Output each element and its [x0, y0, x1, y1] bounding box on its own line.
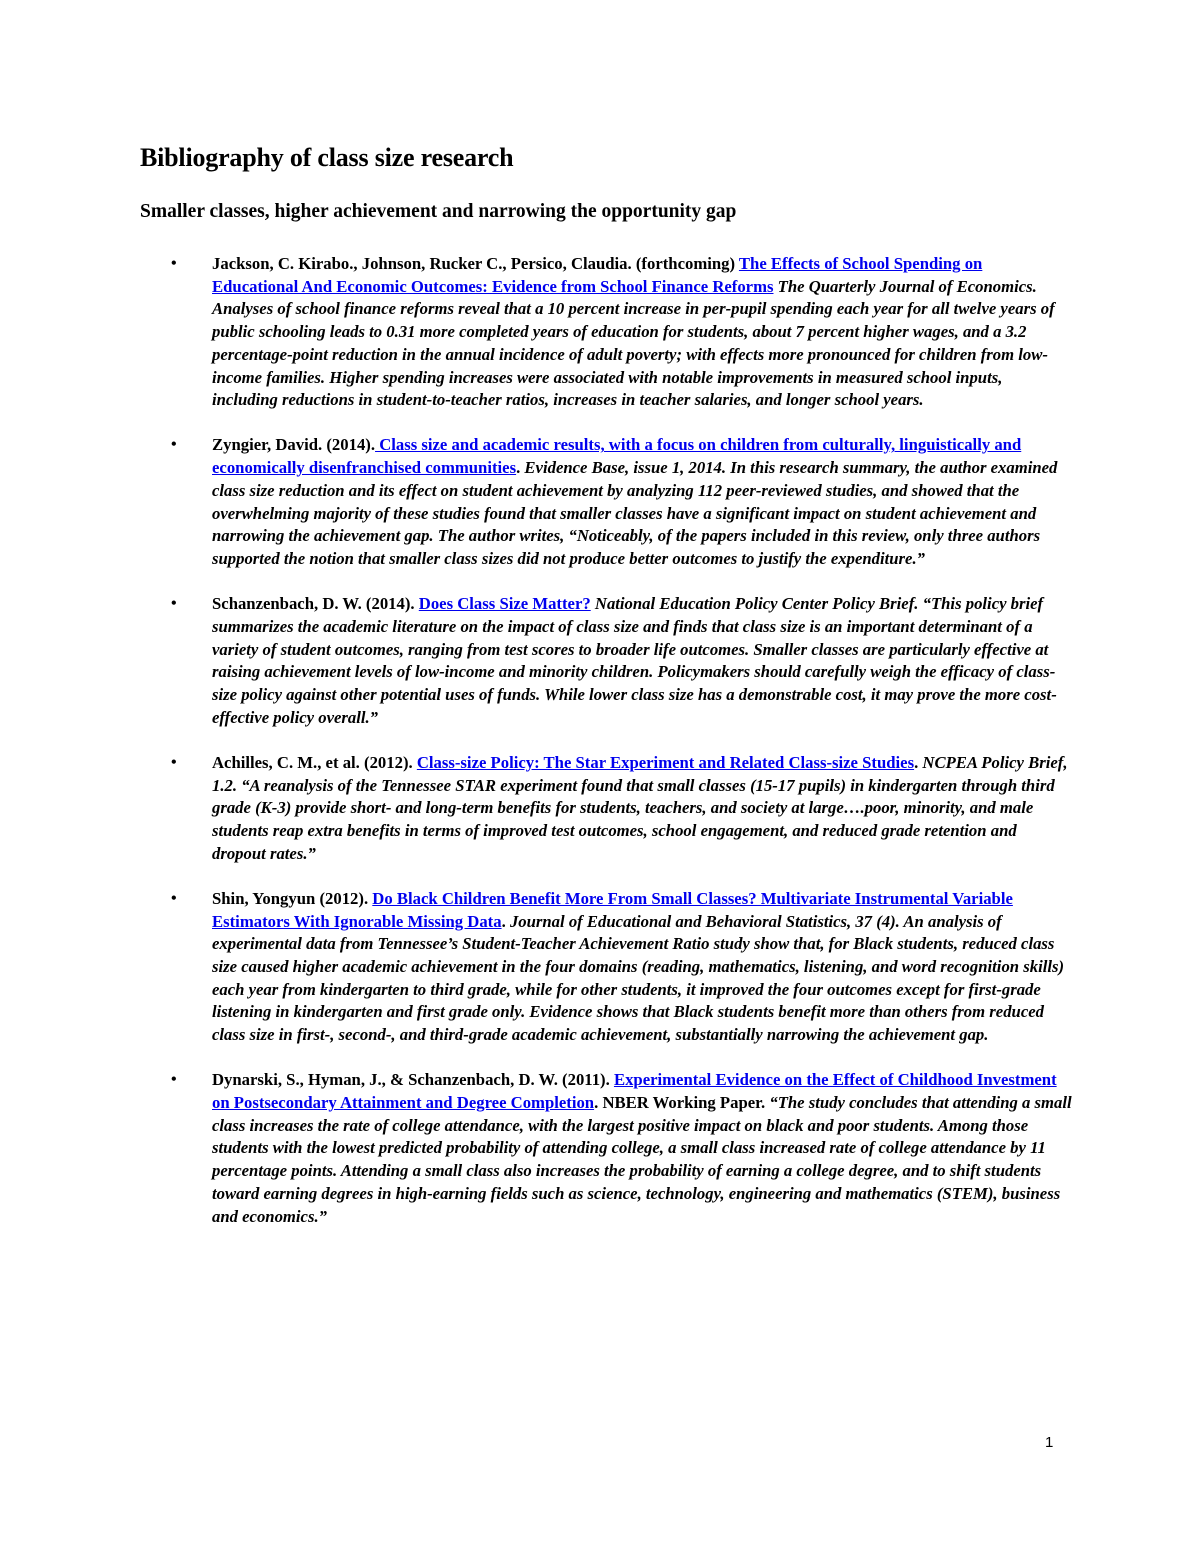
entry-authors: Achilles, C. M., et al. (2012). [212, 752, 417, 772]
page-number: 1 [1045, 1434, 1054, 1451]
entry-venue: NCPEA Policy Brief, 1.2. [212, 752, 1068, 795]
bullet-icon: • [171, 436, 177, 454]
entry-authors: Dynarski, S., Hyman, J., & Schanzenbach, D. W. (2011). [212, 1070, 614, 1090]
bibliography-entry-shin [0, 888, 1072, 1047]
entry-title-link[interactable]: Does Class Size Matter? [418, 594, 591, 614]
entry-abstract: “The study concludes that attending a small class increases the rate of college attendance, with the largest positive impact on black and poor students. Among those students with the lowest predicted probability of attending college, a small class increased rate of college attendance by 11 percentage points. Attending a small class also increases the probability of earning a college degree, and to shift students toward earning degrees in high-earning fields such as science, technology, engineering and mathematics (STEM), business and economics.” [212, 1093, 1072, 1226]
entry-title-link[interactable]: Class-size Policy: The Star Experiment and Related Class-size Studies [416, 752, 915, 772]
entry-abstract: Analyses of school finance reforms reveal that a 10 percent increase in per-pupil spending each year for all twelve years of public schooling leads to 0.31 more completed years of education for students, about 7 percent higher wages, and a 3.2 percentage-point reduction in the annual incidence of adult poverty; with effects more pronounced for children from low-income families. Higher spending increases were associated with notable improvements in measured school inputs, including reductions in student-to-teacher ratios, increases in teacher salaries, and longer school years. [212, 299, 1055, 410]
entry-venue: The Quarterly Journal of Economics. [777, 276, 1037, 296]
bullet-icon: • [171, 595, 177, 613]
entry-authors: Jackson, C. Kirabo., Johnson, Rucker C., Persico, Claudia. (forthcoming) [212, 254, 739, 273]
bullet-icon: • [171, 753, 177, 771]
entry-abstract: An analysis of experimental data from Tennessee’s Student-Teacher Achievement Ratio study show that, for Black students, reduced class size caused higher academic achievement in the four domains (reading, mathematics, listening, and word recognition skills) each year from kindergarten to third grade, while for other students, it improved the four outcomes except for first-grade listening in kindergarten and first grade only. Evidence shows that Black students benefit more than others from reduced class size in first-, second-, and third-grade academic achievement, substantially narrowing the achievement gap. [212, 911, 1065, 1045]
entry-separator: . [914, 752, 923, 772]
entry-title-link[interactable]: Class size and academic results, with a focus on children from culturally, linguistically and economically disenfranchised communities [212, 435, 1022, 478]
bibliography-entry-jackson [0, 253, 1072, 412]
entry-venue: Journal of Educational and Behavioral Statistics, 37 (4). [509, 911, 900, 931]
document-title: Bibliography of class size research [140, 143, 514, 172]
bibliography-entry-dynarski [0, 1069, 1072, 1228]
entry-venue: NBER Working Paper. [602, 1093, 766, 1112]
entry-authors: Shin, Yongyun (2012). [212, 888, 373, 908]
entry-abstract: “A reanalysis of the Tennessee STAR experiment found that small classes (15-17 pupils) in kindergarten through third grade (K-3) provide short- and long-term benefits for students, teachers, and society at large….poor, minority, and male students reap extra benefits in terms of improved test outcomes, school engagement, and reduced grade retention and dropout rates.” [212, 775, 1055, 863]
entry-abstract: In this research summary, the author examined class size reduction and its effect on student achievement by analyzing 112 peer-reviewed studies, and showed that the overwhelming majority of these studies found that smaller classes have a significant impact on student achievement and narrowing the achievement gap. The author writes, “Noticeably, of the papers included in this review, only three authors supported the notion that smaller class sizes did not produce better outcomes to justify the expenditure.” [212, 458, 1058, 568]
entry-title-link[interactable]: Do Black Children Benefit More From Small Classes? Multivariate Instrumental Variable Estimators With Ignorable Missing Data [212, 888, 1013, 931]
entry-separator: . [516, 458, 525, 478]
entry-title-link[interactable]: Experimental Evidence on the Effect of Childhood Investment on Postsecondary Attainment and Degree Completion [212, 1070, 1057, 1112]
entry-authors: Schanzenbach, D. W. (2014). [212, 594, 419, 614]
section-heading: Smaller classes, higher achievement and narrowing the opportunity gap [140, 201, 737, 222]
entry-authors: Zyngier, David. (2014). [212, 435, 376, 455]
entry-abstract: “This policy brief summarizes the academic literature on the impact of class size and finds that class size is an important determinant of a variety of student outcomes, ranging from test scores to broader life outcomes. Smaller classes are particularly effective at raising achievement levels of low-income and minority children. Policymakers should carefully weigh the efficacy of class-size policy against other potential uses of funds. While lower class size has a demonstrable cost, it may prove the more cost-effective policy overall.” [212, 594, 1057, 727]
bibliography-entry-schanzenbach [0, 593, 1072, 729]
bibliography-entry-zyngier [0, 434, 1072, 570]
bullet-icon: • [171, 1071, 177, 1089]
entry-separator: . [501, 911, 510, 931]
bullet-icon: • [171, 255, 177, 272]
entry-separator: . [594, 1093, 603, 1112]
bibliography-list [0, 253, 1200, 1251]
entry-venue: National Education Policy Center Policy Brief. [594, 594, 919, 614]
bibliography-entry-achilles [0, 752, 1072, 866]
entry-venue: Evidence Base, issue 1, 2014. [524, 458, 727, 478]
bullet-icon: • [171, 889, 177, 907]
entry-title-link[interactable]: The Effects of School Spending on Educational And Economic Outcomes: Evidence from School Finance Reforms [212, 254, 983, 296]
